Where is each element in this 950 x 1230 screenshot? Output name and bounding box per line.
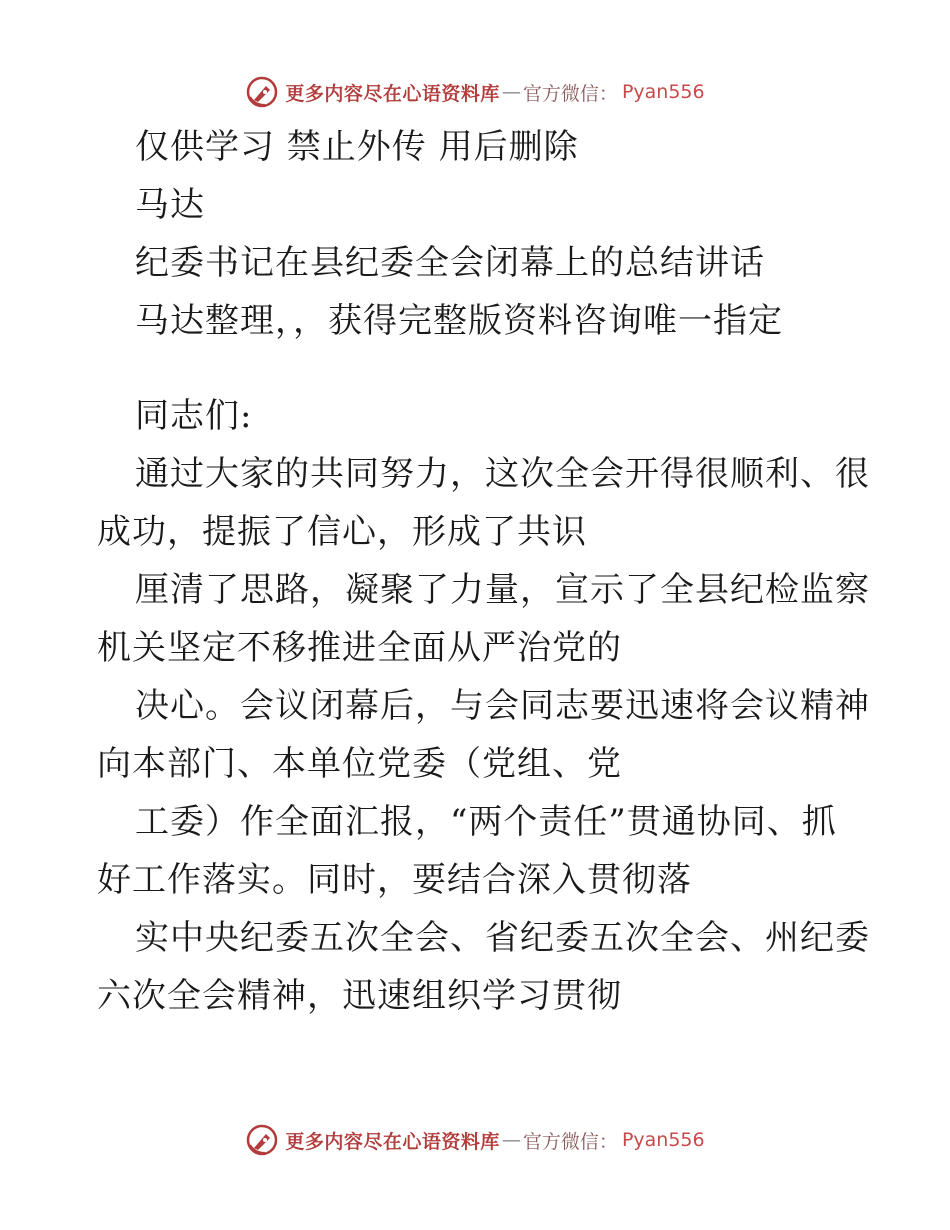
watermark-wechat-id: Pyan556 <box>621 1129 705 1151</box>
document-title: 纪委书记在县纪委全会闭幕上的总结讲话 <box>135 243 765 283</box>
watermark-wechat-id: Pyan556 <box>621 81 705 103</box>
watermark-wechat-label: 官方微信： <box>522 82 618 105</box>
paragraph-line: 好工作落实。同时，要结合深入贯彻落 <box>97 860 692 900</box>
paragraph-line: 工委）作全面汇报，“两个责任”贯通协同、抓 <box>135 802 837 842</box>
watermark-brand-text: 更多内容尽在心语资料库 <box>285 1130 500 1153</box>
pen-nib-circle-icon <box>245 75 279 109</box>
header-line-author: 马达 <box>135 185 205 225</box>
watermark-banner-top <box>0 72 950 112</box>
paragraph-line: 实中央纪委五次全会、省纪委五次全会、州纪委 <box>135 918 870 958</box>
header-line-note: 马达整理，，获得完整版资料咨询唯一指定 <box>135 301 783 341</box>
header-line-disclaimer: 仅供学习 禁止外传 用后删除 <box>135 127 579 167</box>
paragraph-line: 厘清了思路，凝聚了力量，宣示了全县纪检监察 <box>135 570 870 610</box>
watermark-banner-bottom <box>0 1120 950 1160</box>
watermark-dash: — <box>501 1129 521 1151</box>
watermark-wechat-label: 官方微信： <box>522 1130 618 1153</box>
paragraph-line: 决心。会议闭幕后，与会同志要迅速将会议精神 <box>135 686 870 726</box>
watermark-brand-text: 更多内容尽在心语资料库 <box>285 82 500 105</box>
salutation: 同志们: <box>135 396 253 436</box>
watermark-dash: — <box>501 81 521 103</box>
spacer <box>97 350 857 387</box>
pen-nib-circle-icon <box>245 1123 279 1157</box>
paragraph-line: 机关坚定不移推进全面从严治党的 <box>97 628 622 668</box>
paragraph-line: 成功，提振了信心，形成了共识 <box>97 512 587 552</box>
paragraph-line: 向本部门、本单位党委（党组、党 <box>97 744 622 784</box>
document-content <box>97 118 870 1025</box>
paragraph-line: 六次全会精神，迅速组织学习贯彻 <box>97 976 622 1016</box>
paragraph-line: 通过大家的共同努力，这次全会开得很顺利、很 <box>135 454 870 494</box>
